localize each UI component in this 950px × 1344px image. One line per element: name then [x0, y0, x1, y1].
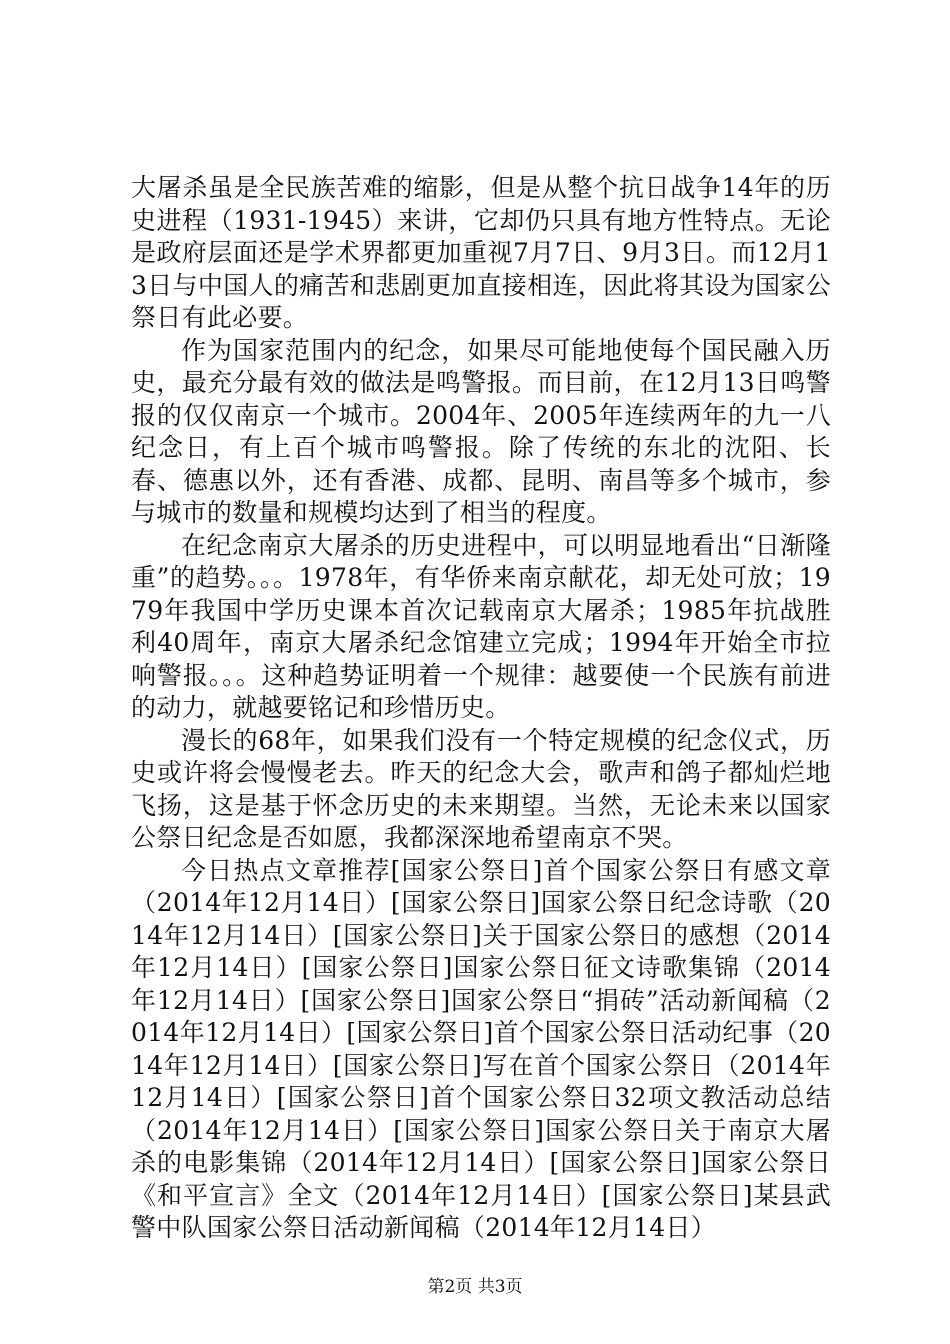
paragraph-1: 大屠杀虽是全民族苦难的缩影，但是从整个抗日战争14年的历史进程（1931-1945）来讲，它却仍只具有地方性特点。无论是政府层面还是学术界都更加重视7月7日、9月3日。而12月13日与中国人的痛苦和悲剧更加直接相连，因此将其设为国家公祭日有此必要。 — [131, 173, 831, 332]
page-footer-page-number: 第2页 共3页 — [427, 1277, 523, 1297]
paragraph-3: 在纪念南京大屠杀的历史进程中，可以明显地看出“日渐隆重”的趋势。。。1978年，有华侨来南京献花，却无处可放；1979年我国中学历史课本首次记载南京大屠杀；1985年抗战胜利40周年，南京大屠杀纪念馆建立完成；1994年开始全市拉响警报。。。这种趋势证明着一个规律：越要使一个民族有前进的动力，就越要铭记和珍惜历史。 — [131, 530, 831, 722]
paragraph-4: 漫长的68年，如果我们没有一个特定规模的纪念仪式，历史或许将会慢慢老去。昨天的纪念大会，歌声和鸽子都灿烂地飞扬，这是基于怀念历史的未来期望。当然，无论未来以国家公祭日纪念是否如愿，我都深深地希望南京不哭。 — [131, 725, 831, 852]
paragraph-recommended-articles: 今日热点文章推荐[国家公祭日]首个国家公祭日有感文章（2014年12月14日）[国家公祭日]国家公祭日纪念诗歌（2014年12月14日）[国家公祭日]关于国家公祭日的感想（2014年12月14日）[国家公祭日]国家公祭日征文诗歌集锦（2014年12月14日）[国家公祭日]国家公祭日“捐砖”活动新闻稿（2014年12月14日）[国家公祭日]首个国家公祭日活动纪事（2014年12月14日）[国家公祭日]写在首个国家公祭日（2014年12月14日）[国家公祭日]首个国家公祭日32项文教活动总结（2014年12月14日）[国家公祭日]国家公祭日关于南京大屠杀的电影集锦（2014年12月14日）[国家公祭日]国家公祭日《和平宣言》全文（2014年12月14日）[国家公祭日]某县武警中队国家公祭日活动新闻稿（2014年12月14日） — [131, 855, 831, 1242]
document-body — [131, 172, 831, 1245]
paragraph-2: 作为国家范围内的纪念，如果尽可能地使每个国民融入历史，最充分最有效的做法是鸣警报。而目前，在12月13日鸣警报的仅仅南京一个城市。2004年、2005年连续两年的九一八纪念日，有上百个城市鸣警报。除了传统的东北的沈阳、长春、德惠以外，还有香港、成都、昆明、南昌等多个城市，参与城市的数量和规模均达到了相当的程度。 — [131, 335, 831, 527]
